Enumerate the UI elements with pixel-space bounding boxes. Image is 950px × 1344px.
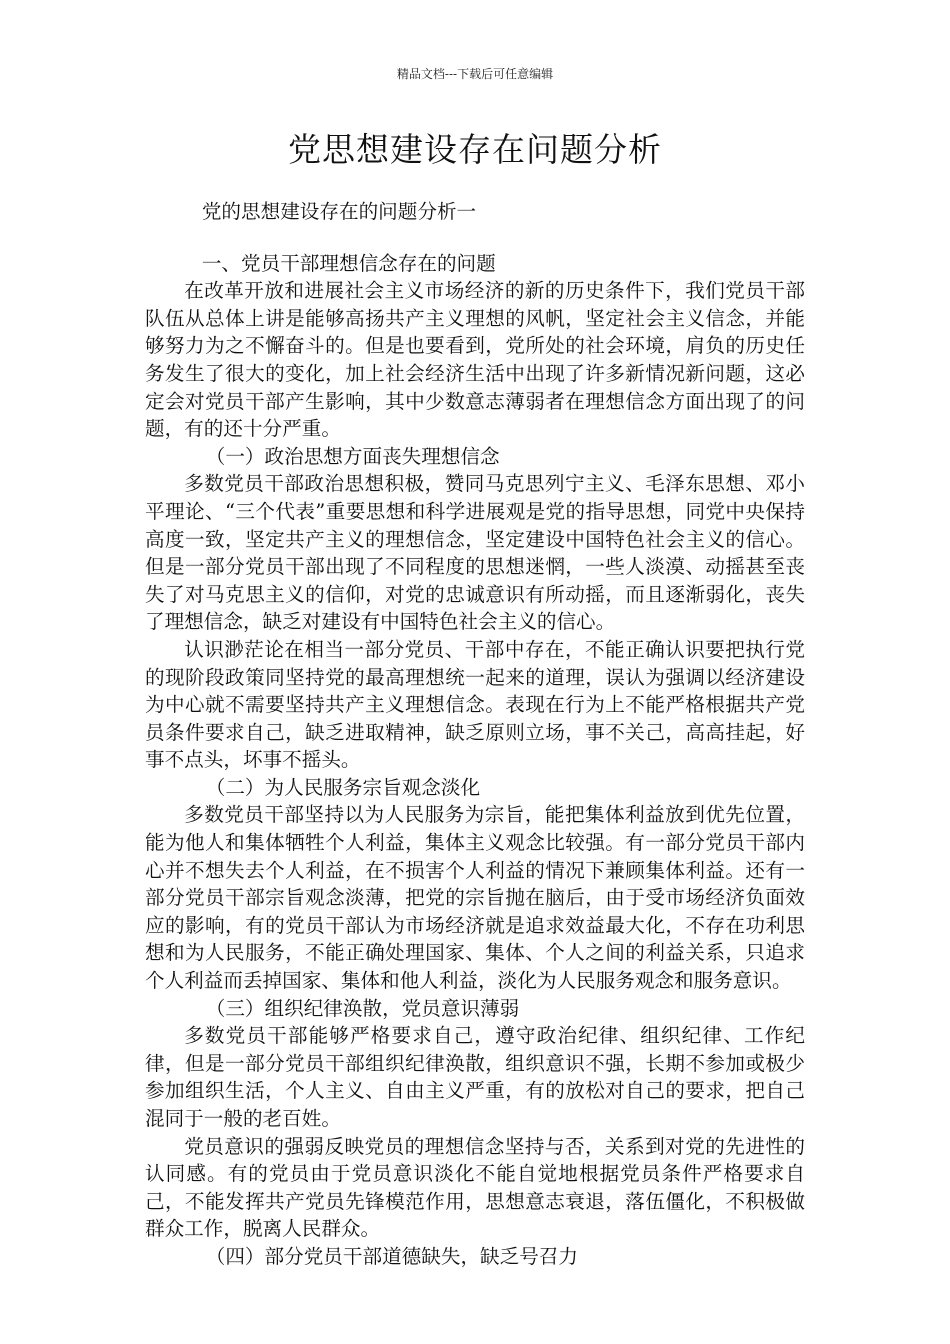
body-paragraph: 多数党员干部坚持以为人民服务为宗旨，能把集体利益放到优先位置，能为他人和集体牺牲个人利益，集体主义观念比较强。有一部分党员干部内心并不想失去个人利益，在不损害个人利益的情况下兼顾集体利益。还有一部分党员干部宗旨观念淡薄，把党的宗旨抛在脑后，由于受市场经济负面效应的影响，有的党员干部认为市场经济就是追求效益最大化，不存在功利思想和为人民服务，不能正确处理国家、集体、个人之间的利益关系，只追求个人利益而丢掉国家、集体和他人利益，淡化为人民服务观念和服务意识。 xyxy=(145,803,805,993)
heading-level-2: （一）政治思想方面丧失理想信念 xyxy=(205,444,500,468)
body-paragraph: 多数党员干部政治思想积极，赞同马克思列宁主义、毛泽东思想、邓小平理论、“三个代表”重要思想和科学进展观是党的指导思想，同党中央保持高度一致，坚定共产主义的理想信念，坚定建设中国特色社会主义的信心。但是一部分党员干部出现了不同程度的思想迷惘，一些人淡漠、动摇甚至丧失了对马克思主义的信仰，对党的忠诚意识有所动摇，而且逐渐弱化，丧失了理想信念，缺乏对建设有中国特色社会主义的信心。 xyxy=(145,472,805,634)
body-paragraph: 认识渺茫论在相当一部分党员、干部中存在，不能正确认识要把执行党的现阶段政策同坚持党的最高理想统一起来的道理，误认为强调以经济建设为中心就不需要坚持共产主义理想信念。表现在行为上不能严格根据共产党员条件要求自己，缺乏进取精神，缺乏原则立场，事不关己，高高挂起，好事不点头，坏事不摇头。 xyxy=(145,637,805,772)
body-paragraph: 多数党员干部能够严格要求自己，遵守政治纪律、组织纪律、工作纪律，但是一部分党员干部组织纪律涣散，组织意识不强，长期不参加或极少参加组织生活，个人主义、自由主义严重，有的放松对自己的要求，把自己混同于一般的老百姓。 xyxy=(145,1024,805,1130)
body-paragraph: 党员意识的强弱反映党员的理想信念坚持与否，关系到对党的先进性的认同感。有的党员由于党员意识淡化不能自觉地根据党员条件严格要求自己，不能发挥共产党员先锋模范作用，思想意志衰退，落伍僵化，不积极做群众工作，脱离人民群众。 xyxy=(145,1134,805,1241)
heading-level-1: 一、党员干部理想信念存在的问题 xyxy=(201,251,496,275)
heading-level-2: （三）组织纪律涣散，党员意识薄弱 xyxy=(205,996,520,1020)
document-title: 党思想建设存在问题分析 xyxy=(288,130,662,169)
section-subtitle: 党的思想建设存在的问题分析一 xyxy=(201,200,477,223)
header-note: 精品文档---下载后可任意编辑 xyxy=(396,67,554,81)
body-paragraph: 在改革开放和进展社会主义市场经济的新的历史条件下，我们党员干部队伍从总体上讲是能够高扬共产主义理想的风帆，坚定社会主义信念，并能够努力为之不懈奋斗的。但是也要看到，党所处的社会环境，肩负的历史任务发生了很大的变化，加上社会经济生活中出现了许多新情况新问题，这必定会对党员干部产生影响，其中少数意志薄弱者在理想信念方面出现了的问题，有的还十分严重。 xyxy=(145,279,805,441)
heading-level-2: （四）部分党员干部道德缺失，缺乏号召力 xyxy=(205,1244,579,1268)
heading-level-2: （二）为人民服务宗旨观念淡化 xyxy=(205,775,481,799)
document-body xyxy=(145,198,805,1271)
